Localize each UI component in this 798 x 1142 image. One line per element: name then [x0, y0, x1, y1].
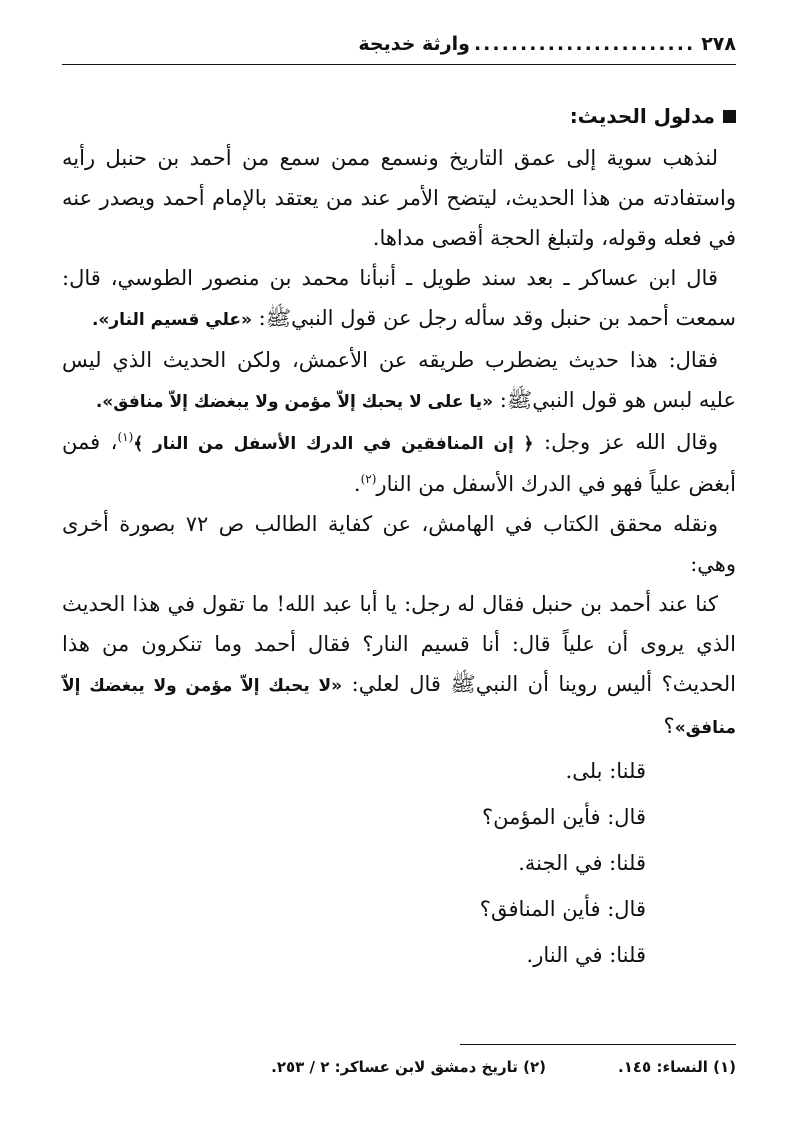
- paragraph-2: قال ابن عساكر ـ بعد سند طويل ـ أنبأنا محمد بن منصور الطوسي، قال: سمعت أحمد بن حنبل وقد سأله رجل عن قول النبيﷺ: «علي قسيم النار».: [62, 266, 736, 330]
- header-rule: [62, 64, 736, 65]
- running-header: [62, 24, 736, 64]
- footnote-ref-2[interactable]: (٢): [360, 472, 377, 486]
- hadith-quote-1: «علي قسيم النار».: [91, 310, 252, 330]
- footnote-2: (٢) تاريخ دمشق لابن عساكر: ٢ / ٢٥٣.: [271, 1058, 546, 1076]
- quran-quote: ﴿ إن المنافقين في الدرك الأسفل من النار ﴾: [133, 434, 534, 454]
- dialogue-line: قلنا: في الجنة.: [518, 851, 646, 875]
- footnotes: [62, 1052, 736, 1082]
- paragraph-4: وقال الله عز وجل: ﴿ إن المنافقين في الدرك الأسفل من النار ﴾$^{(١)}$، فمن أبغض علياً فهو في الدرك الأسفل من النار$^{(٢)}$.: [62, 430, 736, 496]
- square-bullet-icon: [723, 110, 736, 123]
- dialogue-line: قال: فأين المؤمن؟: [482, 805, 646, 829]
- paragraph-1: لنذهب سوية إلى عمق التاريخ ونسمع ممن سمع من أحمد بن حنبل رأيه واستفادته من هذا الحديث، ليتضح الأمر عند من يعتقد بالإمام أحمد ويصدر عنه في فعله وقوله، ولتبلغ الحجة أقصى مداها.: [62, 146, 736, 250]
- section-heading: مدلول الحديث:: [62, 96, 736, 136]
- dialogue-lines: [62, 748, 736, 978]
- dialogue-line: قلنا: في النار.: [526, 943, 646, 967]
- paragraph-6: كنا عند أحمد بن حنبل فقال له رجل: يا أبا عبد الله! ما تقول في هذا الحديث الذي يروى أن علياً قال: أنا قسيم النار؟ فقال أحمد وما تنكرون من هذا الحديث؟ أليس روينا أن النبيﷺ قال لعلي: «لا يحبك إلاّ مؤمن ولا يبغضك إلاّ منافق»؟: [62, 592, 736, 738]
- hadith-quote-2: «يا على لا يحبك إلاّ مؤمن ولا يبغضك إلاّ منافق».: [95, 392, 494, 412]
- footnote-1: (١) النساء: ١٤٥.: [618, 1058, 736, 1076]
- dialogue-line: قال: فأين المنافق؟: [479, 897, 646, 921]
- page-body: [62, 96, 736, 978]
- page-number: ٢٧٨: [701, 33, 736, 55]
- dialogue-line: قلنا: بلى.: [565, 759, 646, 783]
- hadith-quote-3: «لا يحبك إلاّ مؤمن ولا يبغضك إلاّ منافق»: [62, 676, 736, 738]
- paragraph-5: ونقله محقق الكتاب في الهامش، عن كفاية الطالب ص ٧٢ بصورة أخرى وهي:: [62, 512, 736, 576]
- paragraph-3: فقال: هذا حديث يضطرب طريقه عن الأعمش، ولكن الحديث الذي ليس عليه لبس هو قول النبيﷺ: «يا على لا يحبك إلاّ مؤمن ولا يبغضك إلاّ منافق».: [62, 348, 736, 412]
- header-dots: ........................: [473, 33, 696, 55]
- footnote-rule: [460, 1044, 736, 1045]
- running-title: وارثة خديجة: [358, 33, 470, 55]
- footnote-ref-1[interactable]: (١): [117, 430, 134, 444]
